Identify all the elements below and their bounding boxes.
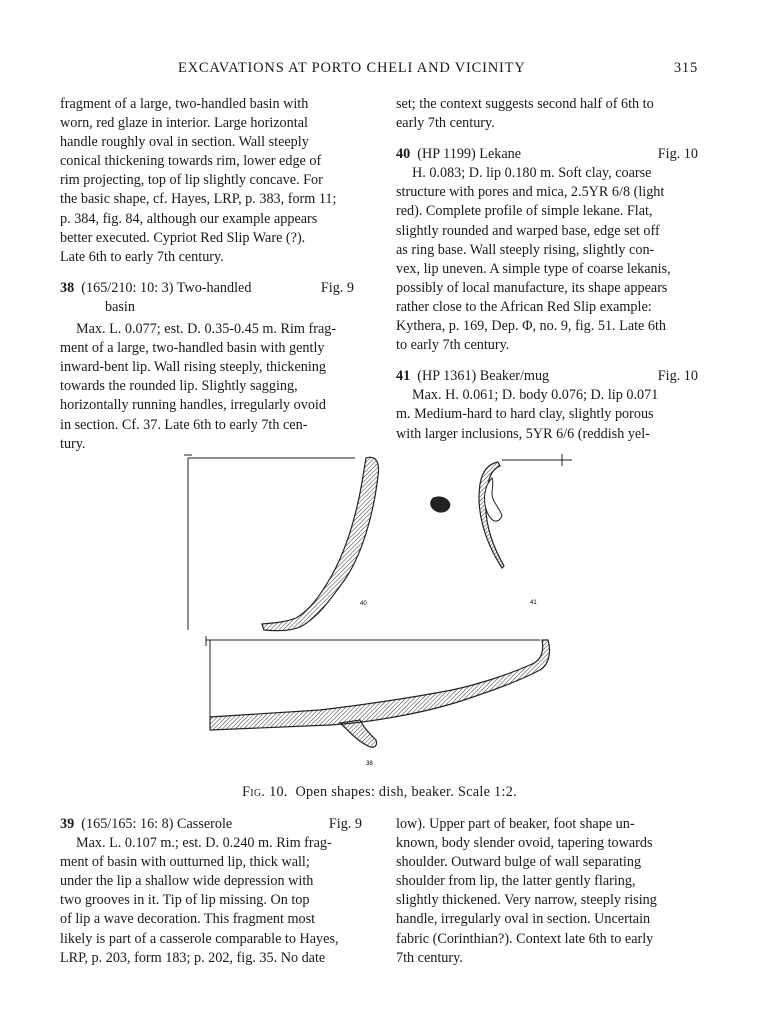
continued-entry-39 — [396, 95, 698, 133]
text-line: rim projecting, top of lip slightly concave. For — [60, 172, 323, 189]
entry-number: 40 — [396, 146, 411, 163]
caption-figure-number: Fig. 10. — [242, 784, 288, 800]
figure-reference: Fig. 9 — [320, 279, 354, 296]
entry-number: 38 — [60, 279, 75, 296]
text-line: 7th century. — [396, 949, 463, 966]
text-line: in section. Cf. 37. Late 6th to early 7th cen- — [60, 416, 308, 433]
entry-reference: (HP 1199) Lekane — [417, 146, 522, 163]
handle-section-icon — [431, 497, 450, 512]
text-line: Max. H. 0.061; D. body 0.076; D. lip 0.071 — [412, 387, 659, 404]
profile-38-basin — [206, 636, 549, 767]
text-line: to early 7th century. — [396, 337, 510, 354]
text-line: ment of basin with outturned lip, thick wall; — [60, 854, 310, 871]
catalog-entry-41 — [396, 367, 698, 443]
entry-heading — [396, 145, 698, 164]
text-line: handle, irregularly oval in section. Uncertain — [396, 911, 651, 928]
profile-label-41: 41 — [530, 600, 537, 606]
text-line: ment of a large, two-handled basin with gently — [60, 340, 325, 357]
figure-reference: Fig. 10 — [657, 146, 698, 163]
left-column-top — [60, 95, 362, 454]
text-line: red). Complete profile of simple lekane. Flat, — [396, 203, 653, 220]
text-line: likely is part of a casserole comparable to Hayes, — [60, 930, 339, 947]
text-line: early 7th century. — [396, 115, 495, 132]
text-line: shoulder from lip, the latter gently flaring, — [396, 873, 636, 890]
figure-caption — [0, 784, 759, 801]
figure-reference: Fig. 10 — [657, 368, 698, 385]
text-line: H. 0.083; D. lip 0.180 m. Soft clay, coarse — [412, 165, 652, 182]
caption-text: Open shapes: dish, beaker. Scale 1:2. — [295, 784, 517, 800]
text-line: towards the rounded lip. Slightly sagging, — [60, 378, 298, 395]
page-number: 315 — [673, 60, 698, 76]
text-line: set; the context suggests second half of 6th to — [396, 96, 654, 112]
text-line: two grooves in it. Tip of lip missing. On top — [60, 892, 310, 909]
text-line: structure with pores and mica, 2.5YR 6/8 (light — [396, 184, 665, 201]
text-line: p. 384, fig. 84, although our example appears — [60, 210, 318, 227]
text-line: worn, red glaze in interior. Large horizontal — [60, 115, 308, 132]
text-line: Max. L. 0.107 m.; est. D. 0.240 m. Rim frag- — [76, 835, 332, 852]
catalog-entry-40 — [396, 145, 698, 355]
text-line: fragment of a large, two-handled basin with — [60, 96, 309, 112]
continued-entry-37 — [60, 95, 362, 267]
text-line: handle roughly oval in section. Wall steeply — [60, 134, 309, 151]
profile-41-beaker — [431, 454, 572, 606]
running-title: EXCAVATIONS AT PORTO CHELI AND VICINITY — [178, 60, 526, 76]
right-column-top — [396, 95, 698, 444]
profile-40-lekane — [184, 455, 379, 631]
text-line: better executed. Cypriot Red Slip Ware (?). — [60, 229, 306, 246]
entry-heading — [60, 279, 362, 298]
text-line: known, body slender ovoid, tapering towards — [396, 835, 653, 852]
right-column-bottom — [396, 815, 698, 968]
text-line: low). Upper part of beaker, foot shape un- — [396, 816, 635, 832]
text-line: slightly rounded and warped base, edge set off — [396, 222, 660, 239]
text-line: fabric (Corinthian?). Context late 6th to early — [396, 930, 654, 947]
text-line: conical thickening towards rim, lower edge of — [60, 153, 322, 170]
entry-reference: (HP 1361) Beaker/mug — [417, 368, 550, 385]
profile-drawings-figure — [170, 450, 590, 780]
text-line: Max. L. 0.077; est. D. 0.35-0.45 m. Rim frag- — [76, 321, 337, 338]
profile-label-40: 40 — [360, 601, 367, 607]
text-line: m. Medium-hard to hard clay, slightly porous — [396, 406, 654, 423]
entry-heading — [60, 815, 362, 834]
continued-entry-41 — [396, 815, 698, 968]
text-line: Late 6th to early 7th century. — [60, 248, 224, 265]
text-line: rather close to the African Red Slip example: — [396, 298, 652, 315]
profile-label-38: 38 — [366, 761, 373, 767]
text-line: horizontally running handles, irregularly ovoid — [60, 397, 326, 414]
entry-reference-cont: basin — [105, 298, 135, 315]
text-line: inward-bent lip. Wall rising steeply, thickening — [60, 359, 326, 376]
text-line: as ring base. Wall steeply rising, slightly con- — [396, 241, 655, 258]
catalog-entry-39 — [60, 815, 362, 968]
entry-reference: (165/210: 10: 3) Two-handled — [81, 279, 252, 296]
catalog-entry-38 — [60, 279, 362, 454]
entry-heading — [396, 367, 698, 386]
left-column-bottom — [60, 815, 362, 968]
text-line: the basic shape, cf. Hayes, LRP, p. 383, form 11; — [60, 191, 337, 208]
text-line: slightly thickened. Very narrow, steeply rising — [396, 892, 657, 909]
text-line: LRP, p. 203, form 183; p. 202, fig. 35. No date — [60, 949, 326, 966]
figure-reference: Fig. 9 — [328, 816, 362, 832]
text-line: of lip a wave decoration. This fragment most — [60, 911, 316, 928]
entry-reference: (165/165: 16: 8) Casserole — [81, 816, 233, 832]
text-line: with larger inclusions, 5YR 6/6 (reddish yel- — [396, 425, 650, 442]
text-line: under the lip a shallow wide depression with — [60, 873, 314, 890]
entry-number: 39 — [60, 816, 75, 832]
text-line: tury. — [60, 435, 86, 452]
entry-number: 41 — [396, 368, 411, 385]
text-line: vex, lip uneven. A simple type of coarse lekanis, — [396, 260, 671, 277]
text-line: shoulder. Outward bulge of wall separating — [396, 854, 642, 871]
text-line: Kythera, p. 169, Dep. Φ, no. 9, fig. 51. Late 6th — [396, 318, 667, 335]
text-line: possibly of local manufacture, its shape appears — [396, 279, 668, 296]
